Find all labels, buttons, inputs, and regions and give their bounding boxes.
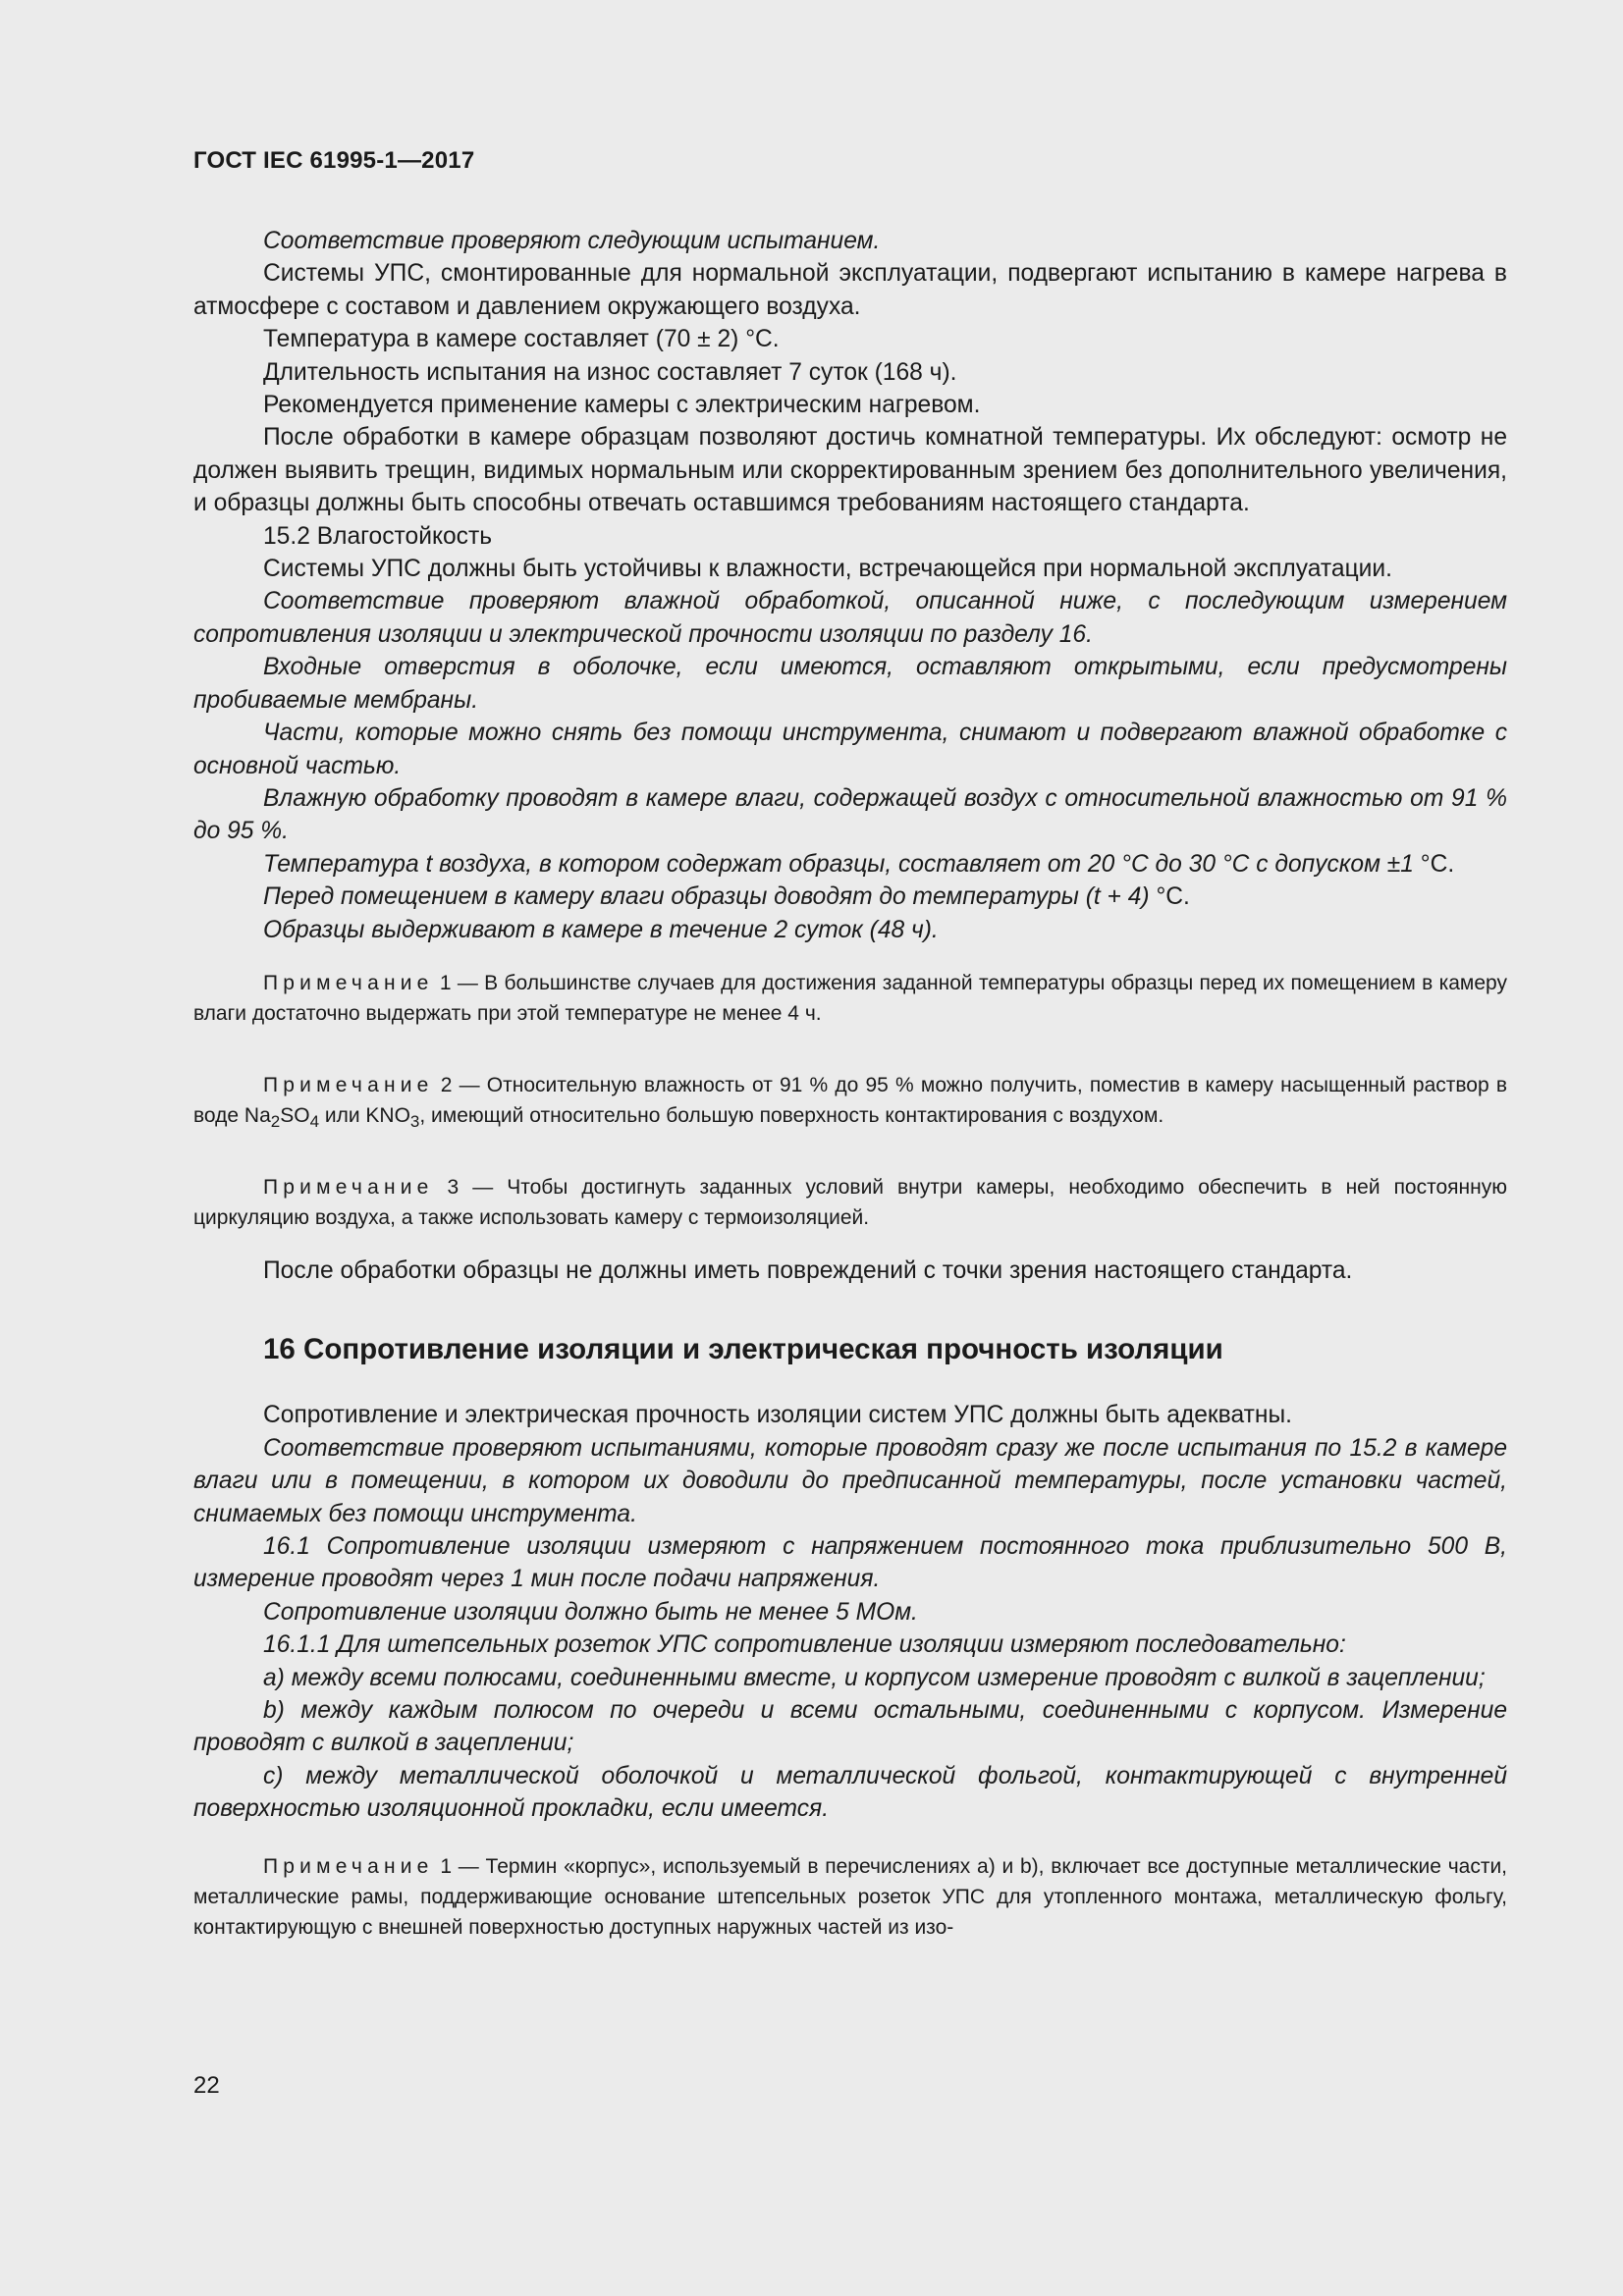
paragraph: Соответствие проверяют испытаниями, которые проводят сразу же после испытания по 15.2 в камере влаги или в помещении, в котором их доводили до предписанной температуры, после установки частей, снимаемых без помощи инструмента. xyxy=(193,1434,1507,1527)
note-number: 1 xyxy=(433,1854,453,1878)
paragraph: После обработки образцы не должны иметь повреждений с точки зрения настоящего стандарта. xyxy=(263,1256,1353,1284)
paragraph: Рекомендуется применение камеры с электрическим нагревом. xyxy=(263,392,981,419)
paragraph-unit: °С. xyxy=(1149,883,1190,911)
note-label: Примечание xyxy=(263,971,434,994)
paragraph: Соответствие проверяют влажной обработкой, описанной ниже, с последующим измерением сопротивления изоляции и электрической прочности изоляции по разделу 16. xyxy=(193,588,1507,648)
note-label: Примечание xyxy=(263,1854,434,1878)
page-number: 22 xyxy=(193,2072,220,2099)
note-text: SO xyxy=(280,1103,310,1127)
note-number: 1 xyxy=(433,971,452,994)
note-label: Примечание xyxy=(263,1073,434,1096)
note-text: , имеющий относительно большую поверхность контактирования с воздухом. xyxy=(419,1103,1164,1127)
paragraph: Образцы выдерживают в камере в течение 2 суток (48 ч). xyxy=(263,916,939,943)
list-item: b) между каждым полюсом по очереди и всеми остальными, соединенными с корпусом. Измерение проводят с вилкой в зацеплении; xyxy=(193,1697,1507,1757)
note-3 xyxy=(193,1172,1507,1233)
paragraph: Входные отверстия в оболочке, если имеются, оставляют открытыми, если предусмотрены пробиваемые мембраны. xyxy=(193,654,1507,714)
document-header: ГОСТ IEC 61995-1—2017 xyxy=(193,147,475,174)
paragraph: Системы УПС, смонтированные для нормальной эксплуатации, подвергают испытанию в камере нагрева в атмосфере с составом и давлением окружающего воздуха. xyxy=(193,260,1507,320)
note-text: — В большинстве случаев для достижения заданной температуры образцы перед их помещением в камеру влаги достаточно выдержать при этой температуре не менее 4 ч. xyxy=(193,971,1507,1025)
note-2 xyxy=(193,1070,1507,1131)
note-text: — Чтобы достигнуть заданных условий внутри камеры, необходимо обеспечить в ней постоянную циркуляцию воздуха, а также использовать камеру с термоизоляцией. xyxy=(193,1175,1507,1229)
note-text: — Относительную влажность от 91 % до 95 % можно получить, поместив в камеру насыщенный раствор в воде Na xyxy=(193,1073,1507,1127)
paragraph: Системы УПС должны быть устойчивы к влажности, встречающейся при нормальной эксплуатации. xyxy=(263,556,1392,583)
note-number: 3 xyxy=(433,1175,460,1199)
document-body xyxy=(193,225,1507,1943)
list-item: c) между металлической оболочкой и металлической фольгой, контактирующей с внутренней поверхностью изоляционной прокладки, если имеется. xyxy=(193,1762,1507,1823)
paragraph: 16.1.1 Для штепсельных розеток УПС сопротивление изоляции измеряют последовательно: xyxy=(263,1631,1346,1659)
paragraph xyxy=(193,881,1507,913)
paragraph: После обработки в камере образцам позволяют достичь комнатной температуры. Их обследуют: осмотр не должен выявить трещин, видимых нормальным или скорректированным зрением без дополнительного увеличения, и образцы должны быть способны отвечать оставшимся требованиям настоящего стандарта. xyxy=(193,424,1507,517)
paragraph-italic-part: Перед помещением в камеру влаги образцы доводят до температуры (t + 4) xyxy=(263,883,1150,911)
note-number: 2 xyxy=(433,1073,453,1096)
note-text: — Термин «корпус», используемый в перечислениях а) и b), включает все доступные металлические части, металлические рамы, поддерживающие основание штепсельных розеток УПС для утопленного монтажа, металлическую фольгу, контактирующую с внешней поверхностью доступных наружных частей из изо- xyxy=(193,1854,1508,1939)
note-label: Примечание xyxy=(263,1175,434,1199)
note-text: или KNO xyxy=(319,1103,410,1127)
paragraph: 16.1 Сопротивление изоляции измеряют с напряжением постоянного тока приблизительно 500 В, измерение проводят через 1 мин после подачи напряжения. xyxy=(193,1532,1507,1593)
note-1 xyxy=(193,968,1507,1029)
subscript: 4 xyxy=(309,1111,320,1131)
list-item: a) между всеми полюсами, соединенными вместе, и корпусом измерение проводят с вилкой в зацеплении; xyxy=(263,1664,1486,1691)
paragraph: Длительность испытания на износ составляет 7 суток (168 ч). xyxy=(263,358,957,386)
section-heading: 16 Сопротивление изоляции и электрическая прочность изоляции xyxy=(263,1333,1223,1366)
paragraph: Сопротивление изоляции должно быть не менее 5 МОм. xyxy=(263,1598,918,1626)
subsection-title: 15.2 Влагостойкость xyxy=(263,522,493,550)
paragraph: Влажную обработку проводят в камере влаги, содержащей воздух с относительной влажностью от 91 % до 95 %. xyxy=(193,784,1507,845)
paragraph-italic-part: Температура t воздуха, в котором содержат образцы, составляет от 20 °С до 30 °С с допуском ±1 xyxy=(263,850,1414,878)
paragraph: Температура в камере составляет (70 ± 2) °С. xyxy=(263,326,780,353)
paragraph: Части, которые можно снять без помощи инструмента, снимают и подвергают влажной обработке с основной частью. xyxy=(193,720,1507,779)
paragraph: Сопротивление и электрическая прочность изоляции систем УПС должны быть адекватны. xyxy=(263,1402,1292,1429)
paragraph-unit: °С. xyxy=(1413,850,1455,878)
note-section16-1 xyxy=(193,1851,1507,1943)
paragraph xyxy=(193,848,1507,881)
paragraph: Соответствие проверяют следующим испытанием. xyxy=(263,228,881,254)
subscript: 3 xyxy=(409,1111,420,1131)
subscript: 2 xyxy=(270,1111,281,1131)
